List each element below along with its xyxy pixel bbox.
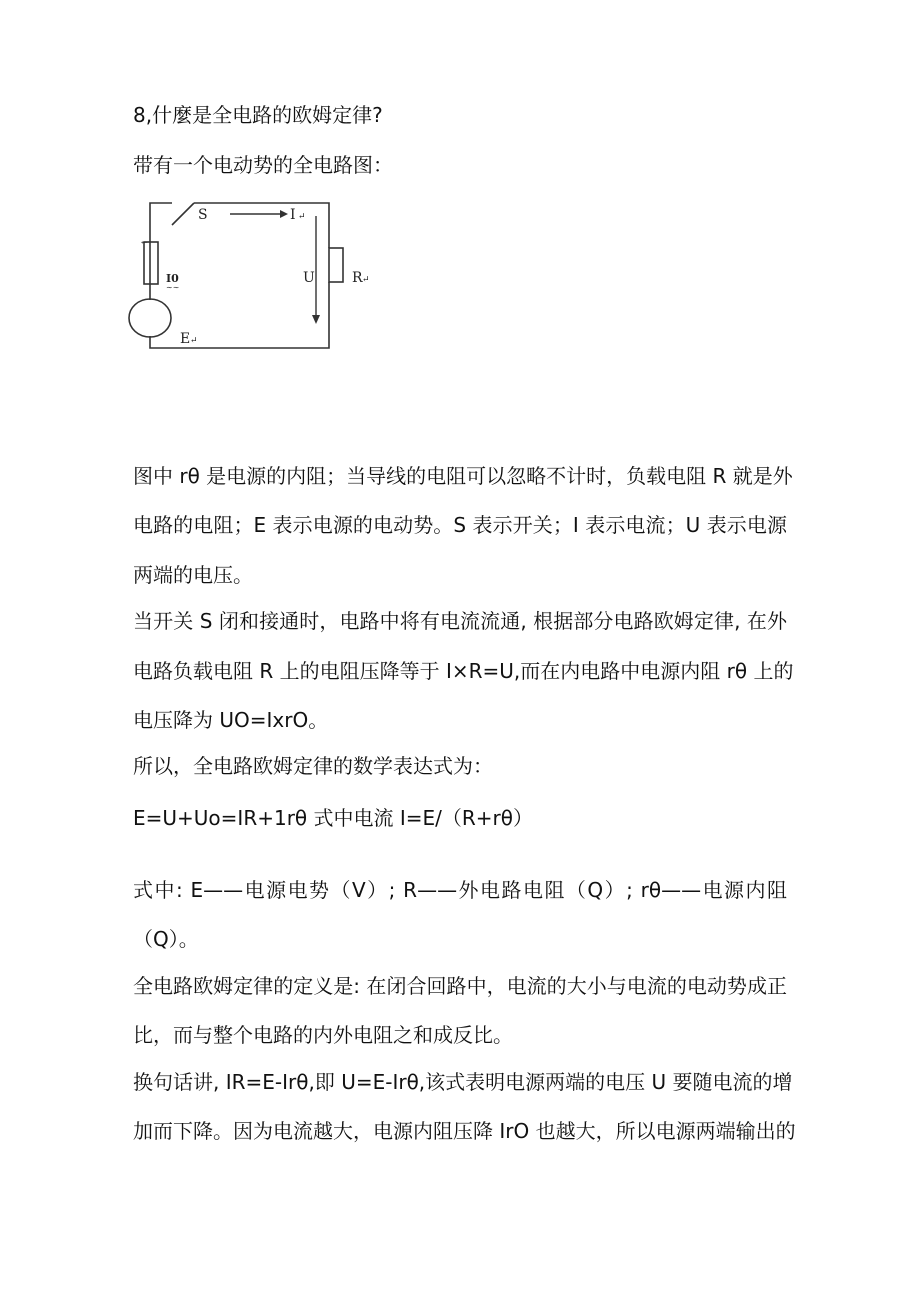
label-i: I [290, 207, 296, 223]
switch-line-3: 电压降为 UO=IxrO。 [133, 708, 329, 732]
internal-resistor [144, 242, 158, 284]
return-mark-i: ↵ [298, 212, 306, 222]
definition-line-2: 比，而与整个电路的内外电阻之和成反比。 [133, 1023, 513, 1047]
where-line-1: 式中: E——电源电势（V）; R——外电路电阻（Q）; rθ——电源内阻 [133, 878, 787, 902]
switch-line-2: 电路负载电阻 R 上的电阻压降等于 I×R=U,而在内电路中电源内阻 rθ 上的 [133, 659, 794, 683]
current-arrow-head [280, 210, 288, 218]
so-line: 所以，全电路欧姆定律的数学表达式为： [133, 754, 493, 778]
inother-line-2: 加而下降。因为电流越大，电源内阻压降 IrO 也越大，所以电源两端输出的 [133, 1119, 796, 1143]
label-e: E [180, 331, 191, 347]
intro-text: 带有一个电动势的全电路图： [133, 153, 393, 177]
label-r0: I0 [166, 272, 179, 285]
question-heading: 8,什麼是全电路的欧姆定律? [133, 103, 383, 127]
label-u: U [303, 270, 315, 286]
label-s: S [198, 207, 208, 223]
switch-line-1: 当开关 S 闭和接通时，电路中将有电流流通, 根据部分电路欧姆定律, 在外 [133, 609, 787, 633]
return-mark-e: ↵ [190, 336, 198, 346]
tilde-mark: ∼∼ [166, 283, 180, 292]
desc-line-3: 两端的电压。 [133, 563, 253, 587]
switch-blade [172, 203, 194, 225]
where-line-2: （Q）。 [133, 927, 199, 951]
voltage-arrow-head [312, 315, 320, 324]
formula-line: E=U+Uo=IR+1rθ 式中电流 I=E/（R+rθ） [133, 806, 534, 830]
definition-line-1: 全电路欧姆定律的定义是: 在闭合回路中，电流的大小与电流的电动势成正 [133, 974, 787, 998]
circuit-diagram [128, 196, 368, 356]
battery-source [129, 299, 171, 337]
desc-line-1: 图中 rθ 是电源的内阻；当导线的电阻可以忽略不计时，负载电阻 R 就是外 [133, 464, 793, 488]
label-r: R [352, 270, 363, 286]
top-wire [194, 203, 329, 248]
inother-line-1: 换句话讲, IR=E-Irθ,即 U=E-Irθ,该式表明电源两端的电压 U 要随电流的增 [133, 1070, 793, 1094]
side-arrow-mark: ← [141, 238, 148, 247]
load-resistor [329, 248, 343, 282]
desc-line-2: 电路的电阻；E 表示电源的电动势。S 表示开关；I 表示电流；U 表示电源 [133, 513, 787, 537]
return-mark-r: ↵ [362, 275, 370, 285]
